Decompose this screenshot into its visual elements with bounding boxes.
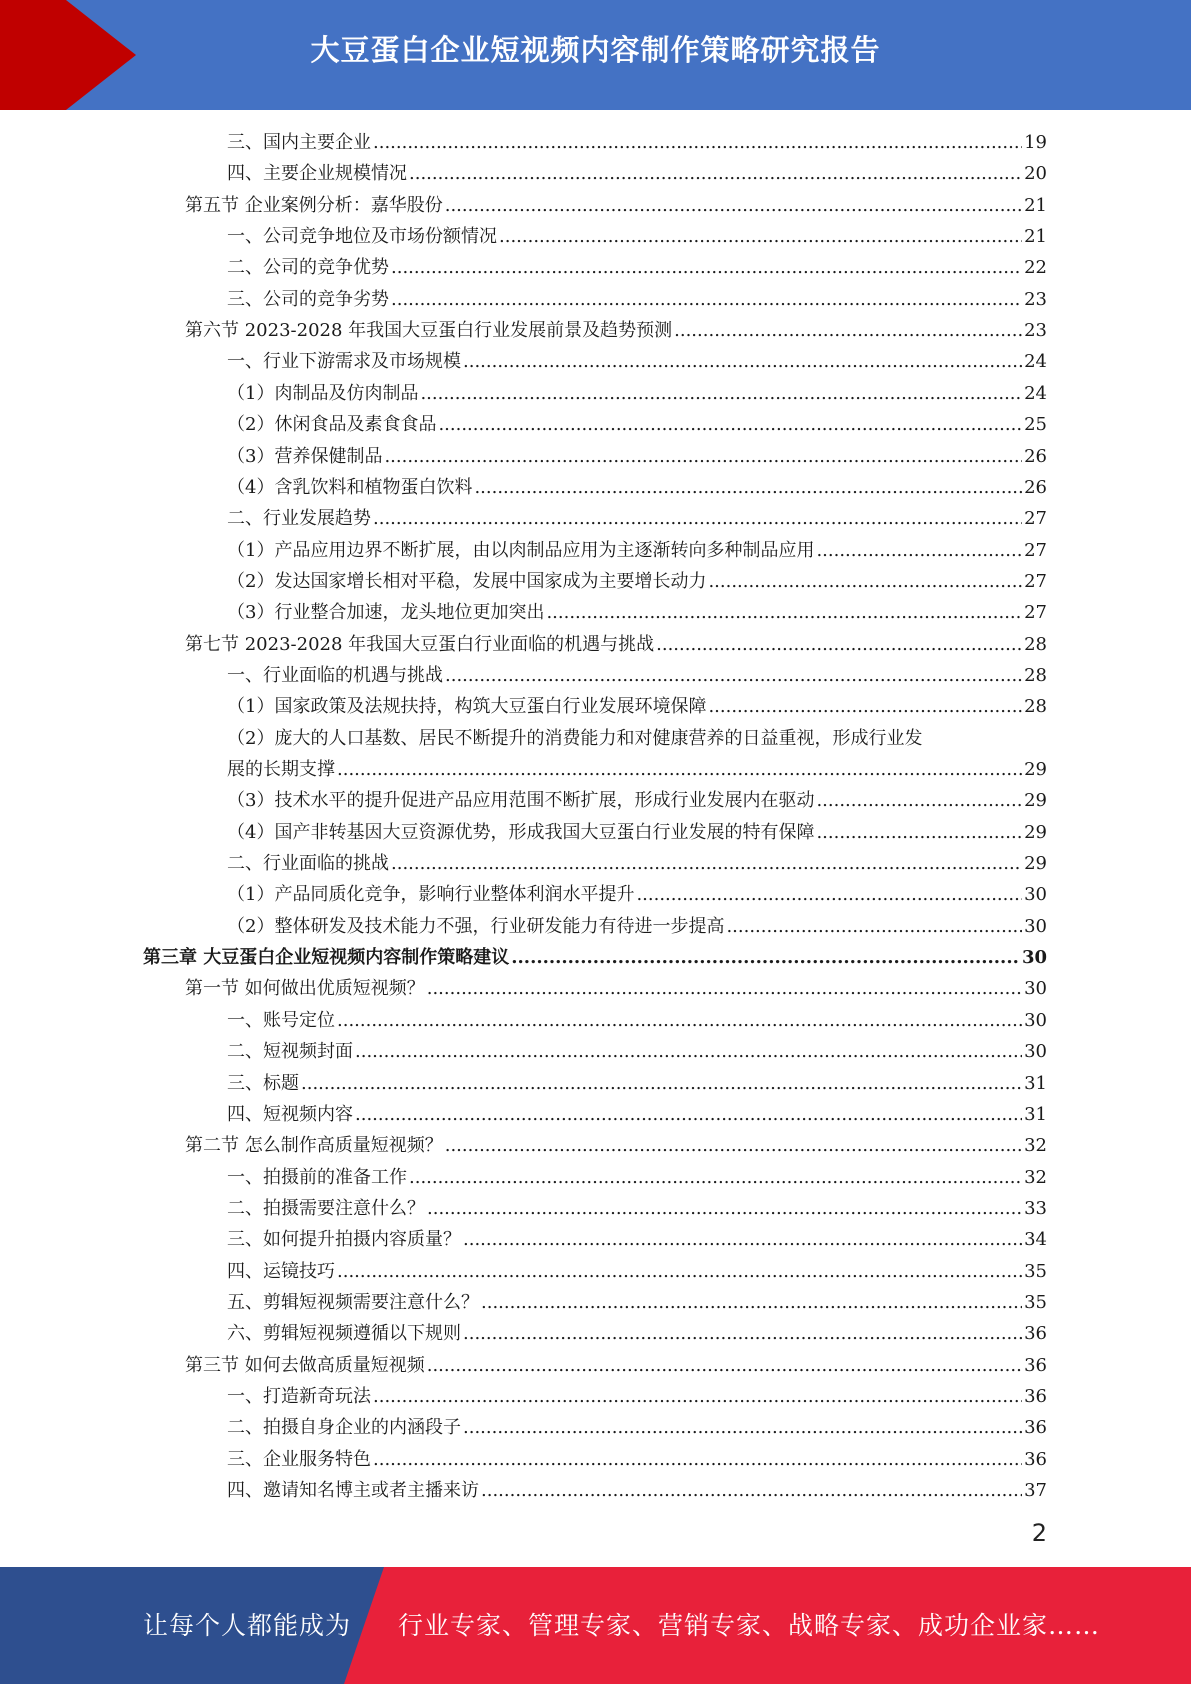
toc-entry-title: （2）发达国家增长相对平稳，发展中国家成为主要增长动力 [227,570,707,592]
toc-entry-page: 37 [1024,1480,1047,1502]
toc-leader-dots [373,127,1022,158]
toc-entry[interactable] [227,1412,1047,1443]
toc-entry[interactable] [227,1224,1047,1255]
toc-entry-page: 31 [1024,1103,1047,1125]
toc-entry[interactable] [227,535,1047,566]
toc-leader-dots [427,1193,1022,1224]
toc-entry[interactable] [227,378,1047,409]
toc-leader-dots [726,911,1022,942]
toc-entry-title: （3）营养保健制品 [227,445,383,467]
toc-entry-page: 36 [1024,1417,1047,1439]
toc-leader-dots [674,315,1022,346]
toc-entry[interactable] [227,848,1047,879]
toc-leader-dots [427,973,1022,1004]
toc-entry-page: 29 [1024,853,1047,875]
toc-entry-page: 21 [1024,194,1047,216]
toc-leader-dots [391,252,1022,283]
toc-entry-page: 28 [1024,633,1047,655]
toc-entry[interactable] [227,1005,1047,1036]
toc-entry-title: 第五节 企业案例分析：嘉华股份 [185,194,443,216]
toc-leader-dots [463,1412,1022,1443]
header-red-arrow [66,0,136,110]
toc-leader-dots [420,378,1022,409]
toc-entry-title: 第七节 2023-2028 年我国大豆蛋白行业面临的机遇与挑战 [185,633,655,655]
toc-leader-dots [463,1318,1022,1349]
toc-leader-dots [499,221,1022,252]
toc-entry[interactable] [227,879,1047,910]
toc-leader-dots [463,346,1022,377]
toc-entry-title: 四、短视频内容 [227,1103,353,1125]
toc-leader-dots [816,535,1022,566]
toc-entry-title: （2）整体研发及技术能力不强，行业研发能力有待进一步提高 [227,915,725,937]
toc-entry-page: 29 [1024,790,1047,812]
toc-entry-title: 一、拍摄前的准备工作 [227,1166,407,1188]
toc-entry-title: 第三节 如何去做高质量短视频 [185,1354,425,1376]
toc-leader-dots [391,284,1022,315]
toc-leader-dots [373,1381,1022,1412]
toc-leader-dots [445,660,1022,691]
toc-leader-dots [301,1068,1022,1099]
toc-leader-dots [481,1287,1022,1318]
toc-entry[interactable] [185,190,1047,221]
toc-entry-title: 一、公司竞争地位及市场份额情况 [227,226,497,248]
toc-entry-page: 30 [1024,915,1047,937]
toc-entry-page: 27 [1024,508,1047,530]
toc-entry[interactable] [227,1444,1047,1475]
toc-entry-title: 二、拍摄自身企业的内涵段子 [227,1417,461,1439]
toc-leader-dots [384,441,1022,472]
toc-entry-title: 四、主要企业规模情况 [227,163,407,185]
toc-entry-page: 24 [1024,351,1047,373]
toc-leader-dots [474,472,1022,503]
toc-entry-page: 25 [1024,414,1047,436]
toc-leader-dots [511,942,1020,973]
toc-leader-dots [337,754,1022,785]
toc-entry-page: 30 [1021,947,1047,969]
toc-entry[interactable] [227,1381,1047,1412]
toc-entry-title: （1）产品同质化竞争，影响行业整体利润水平提升 [227,884,635,906]
report-title: 大豆蛋白企业短视频内容制作策略研究报告 [310,33,881,67]
toc-entry[interactable] [227,441,1047,472]
toc-entry[interactable] [227,754,1047,785]
toc-entry-title: 五、剪辑短视频需要注意什么？ [227,1291,479,1313]
toc-leader-dots [337,1005,1022,1036]
toc-leader-dots [391,848,1022,879]
toc-entry[interactable] [227,252,1047,283]
toc-entry-page: 23 [1024,320,1047,342]
toc-leader-dots [355,1036,1022,1067]
toc-entry-page: 28 [1024,696,1047,718]
toc-entry-page: 20 [1024,163,1047,185]
toc-entry-page: 32 [1024,1166,1047,1188]
toc-entry-page: 27 [1024,570,1047,592]
toc-entry-page: 32 [1024,1135,1047,1157]
toc-entry-page: 29 [1024,759,1047,780]
toc-leader-dots [427,1350,1022,1381]
toc-entry[interactable] [227,817,1047,848]
toc-entry-title: （2）休闲食品及素食食品 [227,414,437,436]
toc-leader-dots [656,629,1022,660]
page-footer [0,1567,1191,1684]
toc-entry-page: 36 [1024,1323,1047,1345]
toc-leader-dots [816,785,1022,816]
toc-entry-title: （4）含乳饮料和植物蛋白饮料 [227,476,473,498]
toc-entry-title: 一、打造新奇玩法 [227,1386,371,1407]
toc-entry[interactable] [227,723,1047,754]
toc-entry-page: 35 [1024,1260,1047,1282]
toc-entry-page: 27 [1024,602,1047,624]
toc-leader-dots [708,566,1022,597]
toc-entry-page: 28 [1024,664,1047,686]
toc-entry-title: 三、国内主要企业 [227,132,371,153]
toc-entry-page: 22 [1024,257,1047,279]
toc-entry-page: 26 [1024,476,1047,498]
toc-entry-page: 19 [1024,132,1047,153]
toc-leader-dots [373,1444,1022,1475]
toc-entry[interactable] [227,1193,1047,1224]
toc-entry-title: （4）国产非转基因大豆资源优势，形成我国大豆蛋白行业发展的特有保障 [227,821,815,843]
toc-entry-page: 30 [1024,978,1047,1000]
toc-entry-title: 第二节 怎么制作高质量短视频？ [185,1135,443,1157]
toc-entry-page: 30 [1024,1041,1047,1063]
toc-entry[interactable] [227,284,1047,315]
toc-entry-title: 一、账号定位 [227,1009,335,1031]
toc-entry[interactable] [227,1256,1047,1287]
toc-entry-title: 二、行业面临的挑战 [227,853,389,875]
toc-entry[interactable] [227,597,1047,628]
footer-slogan-right: 行业专家、管理专家、营销专家、战略专家、成功企业家…… [398,1611,1101,1640]
toc-entry[interactable] [227,409,1047,440]
toc-entry-title: 二、行业发展趋势 [227,508,371,530]
toc-entry-title: 三、如何提升拍摄内容质量？ [227,1229,461,1251]
toc-entry[interactable] [185,629,1047,660]
toc-entry[interactable] [185,1350,1047,1381]
toc-entry[interactable] [227,660,1047,691]
toc-leader-dots [373,503,1022,534]
toc-entry-title: 六、剪辑短视频遵循以下规则 [227,1323,461,1345]
toc-entry[interactable] [227,566,1047,597]
toc-entry[interactable] [227,503,1047,534]
toc-leader-dots [708,691,1022,722]
toc-entry-page: 29 [1024,821,1047,843]
toc-entry[interactable] [227,1036,1047,1067]
toc-entry-title: 二、拍摄需要注意什么？ [227,1197,425,1219]
toc-entry-page: 27 [1024,539,1047,561]
toc-entry-title: 四、运镜技巧 [227,1260,335,1282]
toc-entry-title: 一、行业下游需求及市场规模 [227,351,461,373]
footer-slogan-left: 让每个人都能成为 [143,1611,352,1640]
toc-entry-title: 四、邀请知名博主或者主播来访 [227,1480,479,1502]
toc-entry[interactable] [227,221,1047,252]
toc-entry[interactable] [227,1099,1047,1130]
toc-entry[interactable] [227,691,1047,722]
toc-entry-title: 三、公司的竞争劣势 [227,288,389,310]
toc-entry-title: 一、行业面临的机遇与挑战 [227,664,443,686]
toc-entry-page: 36 [1024,1386,1047,1407]
toc-entry-title: 三、标题 [227,1072,299,1094]
toc-entry[interactable] [227,1475,1047,1506]
toc-entry-page: 36 [1024,1448,1047,1470]
toc-entry-page: 24 [1024,382,1047,404]
toc-entry[interactable] [227,1287,1047,1318]
toc-entry-page: 31 [1024,1072,1047,1094]
toc-entry-title: （2）庞大的人口基数、居民不断提升的消费能力和对健康营养的日益重视，形成行业发 [227,727,923,749]
toc-leader-dots [337,1256,1022,1287]
toc-entry-title: 二、公司的竞争优势 [227,257,389,279]
toc-entry[interactable] [227,472,1047,503]
toc-entry[interactable] [227,127,1047,158]
page-header [0,0,1191,110]
toc-entry-page: 30 [1024,884,1047,906]
toc-entry-title: 展的长期支撑 [227,759,335,780]
toc-entry[interactable] [227,158,1047,189]
toc-entry-page: 26 [1024,445,1047,467]
toc-entry[interactable] [227,911,1047,942]
toc-entry[interactable] [227,1162,1047,1193]
toc-entry-title: （1）国家政策及法规扶持，构筑大豆蛋白行业发展环境保障 [227,696,707,718]
toc-leader-dots [816,817,1022,848]
toc-entry-title: 第三章 大豆蛋白企业短视频内容制作策略建议 [143,947,510,969]
toc-entry[interactable] [143,942,1047,973]
toc-leader-dots [409,1162,1022,1193]
toc-entry[interactable] [227,785,1047,816]
toc-leader-dots [445,1130,1022,1161]
toc-leader-dots [546,597,1022,628]
toc-entry-page: 36 [1024,1354,1047,1376]
toc-entry-title: （3）技术水平的提升促进产品应用范围不断扩展，形成行业发展内在驱动 [227,790,815,812]
toc-entry[interactable] [185,315,1047,346]
toc-entry-title: 第一节 如何做出优质短视频？ [185,978,425,1000]
toc-entry[interactable] [227,346,1047,377]
toc-entry-page: 21 [1024,226,1047,248]
toc-entry-title: 二、短视频封面 [227,1041,353,1063]
toc-entry-title: 第六节 2023-2028 年我国大豆蛋白行业发展前景及趋势预测 [185,320,673,342]
toc-leader-dots [481,1475,1022,1506]
toc-leader-dots [355,1099,1022,1130]
toc-leader-dots [438,409,1022,440]
toc-entry-page: 30 [1024,1009,1047,1031]
toc-leader-dots [445,190,1022,221]
toc-entry-title: （1）产品应用边界不断扩展，由以肉制品应用为主逐渐转向多种制品应用 [227,539,815,561]
header-red-band [0,0,66,110]
page-number: 2 [1031,1519,1047,1547]
toc-leader-dots [636,879,1022,910]
toc-leader-dots [409,158,1022,189]
toc-entry-page: 23 [1024,288,1047,310]
toc-entry-title: 三、企业服务特色 [227,1448,371,1470]
toc-entry[interactable] [185,973,1047,1004]
toc-entry[interactable] [227,1318,1047,1349]
toc-entry[interactable] [227,1068,1047,1099]
toc-entry-page: 35 [1024,1291,1047,1313]
toc-leader-dots [463,1224,1022,1255]
toc-entry[interactable] [185,1130,1047,1161]
toc-entry-title: （1）肉制品及仿肉制品 [227,382,419,404]
toc-entry-page: 33 [1024,1197,1047,1219]
toc-entry-title: （3）行业整合加速，龙头地位更加突出 [227,602,545,624]
toc-entry-page: 34 [1024,1229,1047,1251]
